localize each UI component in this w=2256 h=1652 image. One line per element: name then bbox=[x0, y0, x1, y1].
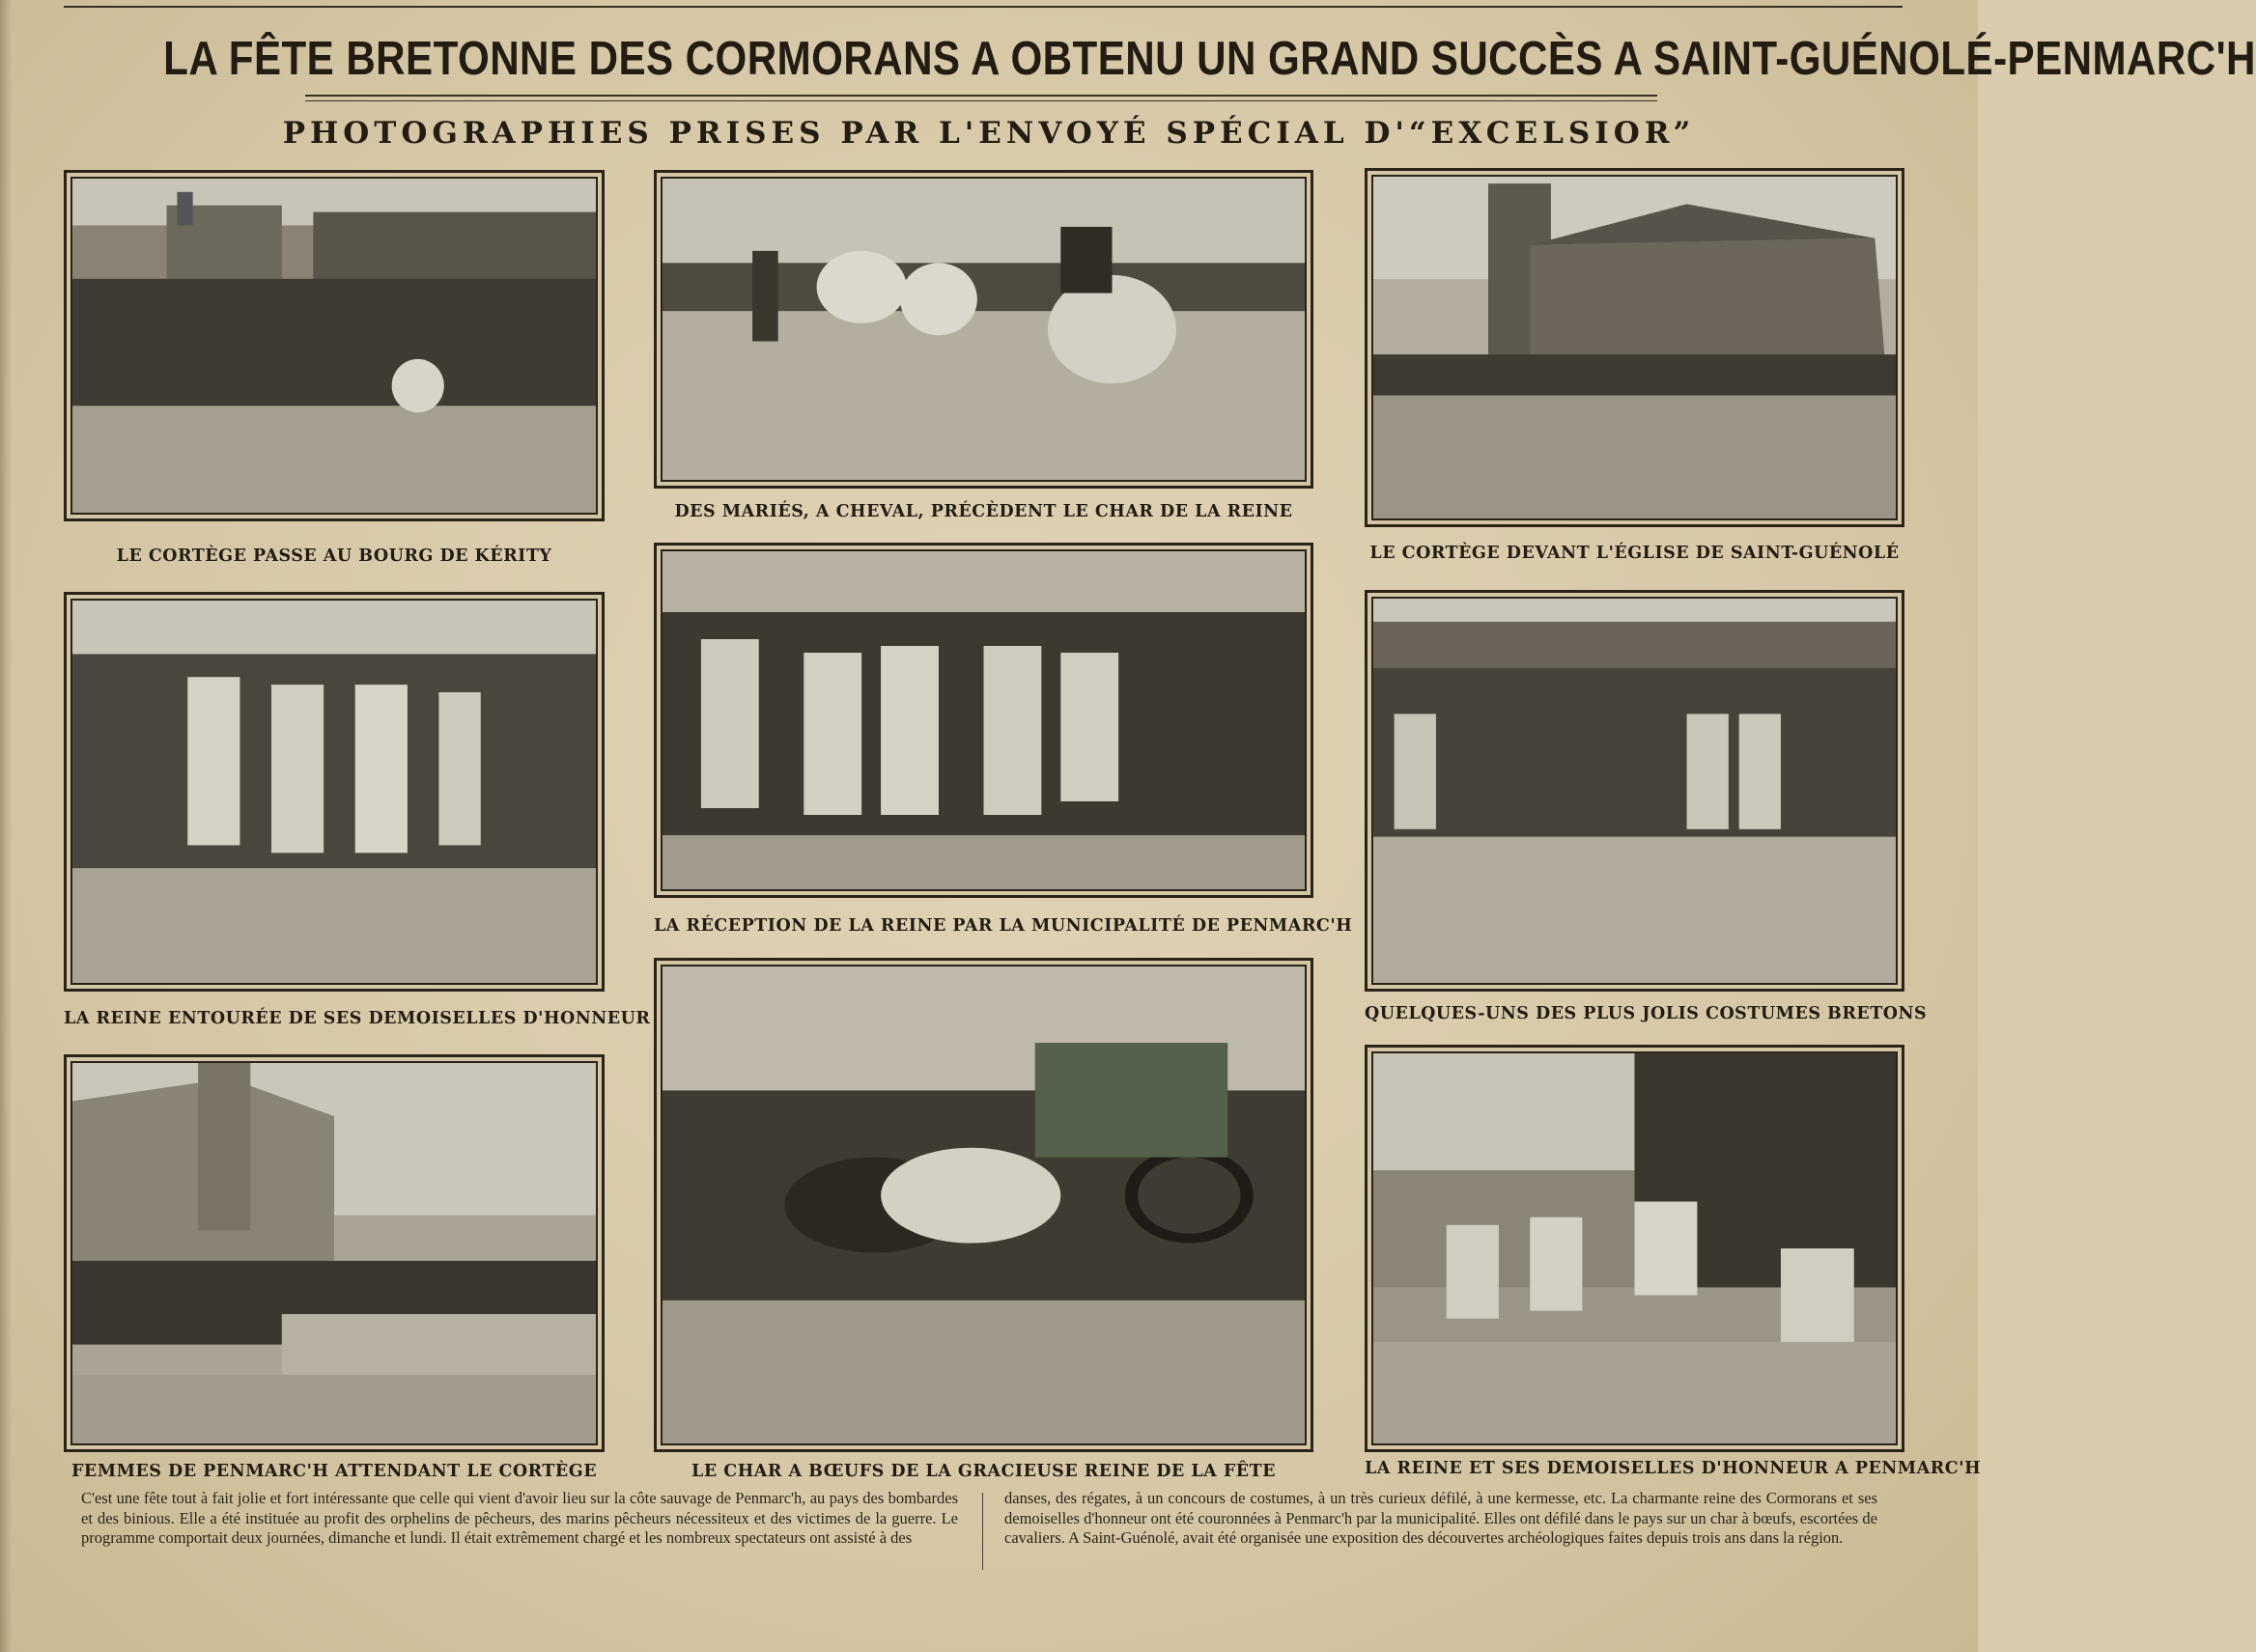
column-divider bbox=[982, 1493, 983, 1570]
article-paragraph-left: C'est une fête tout à fait jolie et fort intéressante que celle qui vient d'avoir lieu sur la côte sauvage de Penmarc'h, au pays des bombardes et des binious. Elle a été instituée au profit des orphelins de pêcheurs, des marins pêcheurs nécessiteux et des victimes de la guerre. Le programme comportait deux journées, dimanche et lundi. Il était extrêmement chargé et les nombreux spectateurs ont assisté à des bbox=[81, 1489, 958, 1547]
headline-rule bbox=[305, 95, 1657, 101]
photo-caption: LE CORTÈGE PASSE AU BOURG DE KÉRITY bbox=[116, 546, 552, 566]
photo-newlyweds-on-horseback bbox=[654, 170, 1313, 489]
photo-caption: LA RÉCEPTION DE LA REINE PAR LA MUNICIPALITÉ DE PENMARC'H bbox=[654, 916, 1353, 936]
photo-reception-of-queen bbox=[654, 543, 1313, 898]
photo-caption: LE CHAR A BŒUFS DE LA GRACIEUSE REINE DE LA FÊTE bbox=[691, 1462, 1276, 1481]
article-paragraph-right: danses, des régates, à un concours de costumes, à un très curieux défilé, à une kermesse, etc. La charmante reine des Cormorans et ses demoiselles d'honneur ont été couronnées à Penmarc'h par la municipalité. Elles ont défilé dans le pays sur un char à bœufs, escortées de cavaliers. A Saint-Guénolé, avait été organisée une exposition des découvertes archéologiques faites depuis trois ans dans la région. bbox=[1004, 1489, 1877, 1547]
photo-queen-at-penmarch bbox=[1365, 1045, 1904, 1452]
photo-caption: LA REINE ET SES DEMOISELLES D'HONNEUR A PENMARC'H bbox=[1365, 1459, 1982, 1478]
photo-caption: QUELQUES-UNS DES PLUS JOLIS COSTUMES BRETONS bbox=[1365, 1004, 1928, 1023]
article-column-right bbox=[1004, 1489, 1877, 1549]
article-column-left bbox=[81, 1489, 958, 1549]
photo-queen-and-maids bbox=[64, 592, 605, 992]
photo-ox-cart bbox=[654, 958, 1313, 1452]
photo-caption: LE CORTÈGE DEVANT L'ÉGLISE DE SAINT-GUÉNOLÉ bbox=[1369, 544, 1900, 563]
photo-caption: DES MARIÉS, A CHEVAL, PRÉCÈDENT LE CHAR DE LA REINE bbox=[674, 502, 1293, 521]
photo-caption: LA REINE ENTOURÉE DE SES DEMOISELLES D'HONNEUR bbox=[64, 1009, 651, 1028]
top-rule bbox=[64, 6, 1903, 8]
page-fold-shadow bbox=[0, 0, 12, 1652]
photo-breton-costumes bbox=[1365, 590, 1904, 992]
photo-kerity-procession bbox=[64, 170, 605, 521]
subheadline: PHOTOGRAPHIES PRISES PAR L'ENVOYÉ SPÉCIAL D'“EXCELSIOR” bbox=[282, 116, 1696, 151]
photo-church-saint-guenole bbox=[1365, 168, 1904, 527]
photo-caption: FEMMES DE PENMARC'H ATTENDANT LE CORTÈGE bbox=[70, 1462, 598, 1481]
photo-penmarch-women bbox=[64, 1054, 605, 1452]
headline: LA FÊTE BRETONNE DES CORMORANS A OBTENU UN GRAND SUCCÈS A SAINT-GUÉNOLÉ-PENMARC'H bbox=[163, 33, 2256, 85]
